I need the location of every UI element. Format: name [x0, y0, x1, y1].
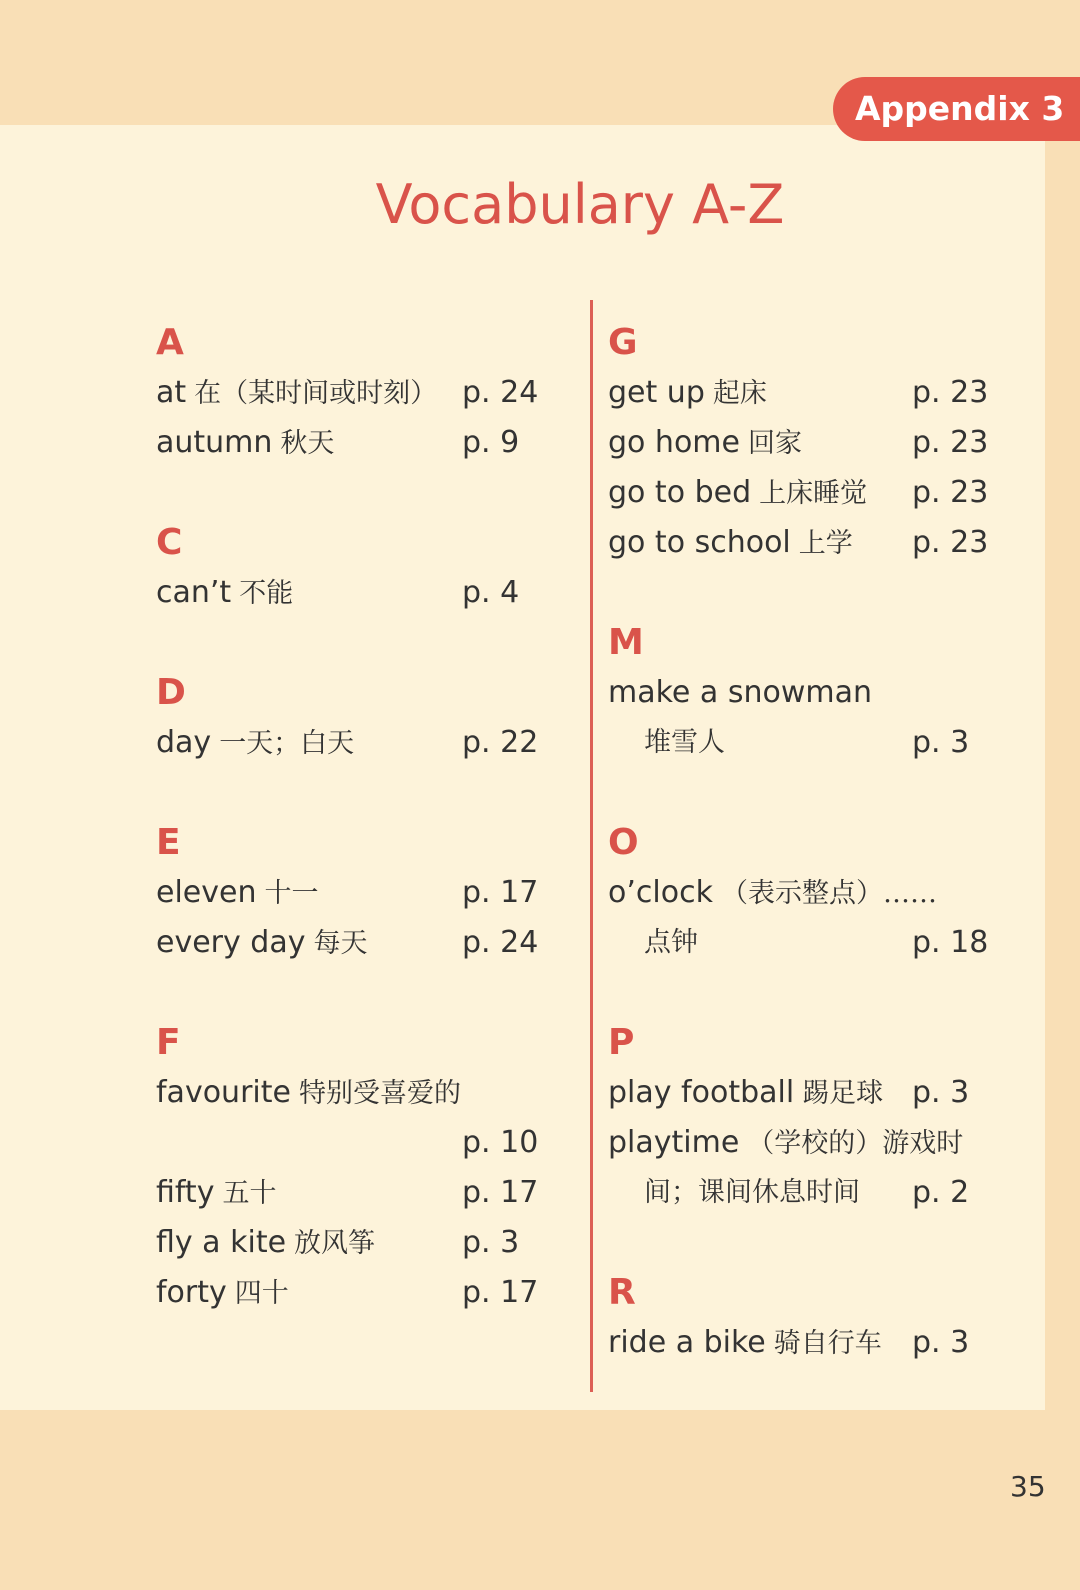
entry-translation: 四十 — [234, 1278, 289, 1309]
entry-translation: 堆雪人 — [644, 727, 725, 758]
entry-word: at 在（某时间或时刻） — [156, 375, 438, 410]
vocab-entry — [156, 568, 576, 618]
entry-page: p. 3 — [912, 1325, 970, 1360]
entry-word: fly a kite 放风筝 — [156, 1225, 376, 1260]
entry-word: play football 踢足球 — [608, 1075, 884, 1110]
entry-page: p. 4 — [462, 575, 520, 610]
entry-translation: 放风筝 — [294, 1228, 376, 1259]
entry-translation: 骑自行车 — [773, 1328, 882, 1359]
entry-word: forty 四十 — [156, 1275, 289, 1310]
entry-page: p. 18 — [912, 925, 989, 960]
entry-translation: 五十 — [222, 1178, 277, 1209]
entry-word: favourite 特别受喜爱的 — [156, 1075, 461, 1110]
entry-page: p. 17 — [462, 1175, 539, 1210]
entry-translation: 每天 — [313, 928, 368, 959]
column-divider — [590, 300, 593, 1392]
entry-word: ride a bike 骑自行车 — [608, 1325, 882, 1360]
letter-heading-f: F — [156, 1022, 181, 1063]
vocab-entry — [608, 368, 1008, 418]
entry-page: p. 17 — [462, 875, 539, 910]
vocab-entry-continued — [156, 1118, 576, 1168]
entry-translation: 回家 — [747, 428, 802, 459]
entry-translation: 特别受喜爱的 — [298, 1078, 461, 1109]
entry-word: make a snowman — [608, 675, 872, 710]
vocab-entry — [156, 1218, 576, 1268]
entry-word: eleven 十一 — [156, 875, 319, 910]
letter-heading-d: D — [156, 672, 186, 713]
entry-word: go to school 上学 — [608, 525, 853, 560]
page-title: Vocabulary A-Z — [375, 173, 785, 236]
entry-translation: 在（某时间或时刻） — [194, 378, 438, 409]
entry-page: p. 9 — [462, 425, 520, 460]
entry-page: p. 17 — [462, 1275, 539, 1310]
entry-page: p. 22 — [462, 725, 539, 760]
vocab-entry — [156, 868, 576, 918]
entry-translation: 不能 — [239, 578, 294, 609]
vocab-entry — [608, 1318, 1008, 1368]
letter-heading-a: A — [156, 322, 184, 363]
vocab-entry — [156, 368, 576, 418]
vocab-entry-continued — [608, 1168, 1008, 1218]
letter-heading-g: G — [608, 322, 638, 363]
vocab-entry-continued — [608, 918, 1008, 968]
vocab-entry — [608, 418, 1008, 468]
entry-translation: （学校的）游戏时 — [747, 1128, 964, 1159]
entry-word: o’clock （表示整点）…… — [608, 875, 937, 910]
entry-page: p. 24 — [462, 925, 539, 960]
vocab-entry — [608, 1068, 1008, 1118]
entry-page: p. 23 — [912, 425, 989, 460]
entry-translation: 十一 — [264, 878, 319, 909]
entry-word: fifty 五十 — [156, 1175, 277, 1210]
entry-word: day 一天；白天 — [156, 725, 355, 760]
entry-page: p. 3 — [912, 725, 970, 760]
entry-translation: 一天；白天 — [219, 728, 355, 759]
letter-heading-e: E — [156, 822, 181, 863]
entry-translation: （表示整点）…… — [720, 878, 937, 909]
vocab-entry — [156, 418, 576, 468]
letter-heading-c: C — [156, 522, 183, 563]
entry-page: p. 10 — [462, 1125, 539, 1160]
entry-translation: 踢足球 — [802, 1078, 884, 1109]
entry-word: every day 每天 — [156, 925, 368, 960]
vocab-entry — [156, 918, 576, 968]
entry-translation: 间；课间休息时间 — [644, 1177, 860, 1208]
appendix-tab: Appendix 3 — [833, 77, 1080, 141]
letter-heading-r: R — [608, 1272, 636, 1313]
vocab-entry — [156, 718, 576, 768]
letter-heading-o: O — [608, 822, 639, 863]
entry-translation: 点钟 — [644, 927, 698, 958]
entry-translation: 秋天 — [280, 428, 335, 459]
letter-heading-m: M — [608, 622, 644, 663]
vocab-entry — [608, 468, 1008, 518]
vocab-entry — [608, 668, 1008, 718]
letter-heading-p: P — [608, 1022, 635, 1063]
entry-translation: 上床睡觉 — [759, 478, 868, 509]
vocab-column-right — [608, 318, 1008, 1368]
entry-page: p. 23 — [912, 375, 989, 410]
vocab-entry-continued — [608, 718, 1008, 768]
entry-translation: 上学 — [798, 528, 853, 559]
entry-page: p. 3 — [462, 1225, 520, 1260]
vocab-entry — [156, 1168, 576, 1218]
entry-page: p. 24 — [462, 375, 539, 410]
entry-page: p. 23 — [912, 525, 989, 560]
vocab-entry — [608, 518, 1008, 568]
entry-word: go to bed 上床睡觉 — [608, 475, 868, 510]
entry-page: p. 3 — [912, 1075, 970, 1110]
vocab-entry — [156, 1068, 576, 1118]
entry-word: autumn 秋天 — [156, 425, 335, 460]
vocab-entry — [608, 1118, 1008, 1168]
page-number: 35 — [1010, 1470, 1046, 1503]
entry-word: go home 回家 — [608, 425, 802, 460]
vocab-entry — [156, 1268, 576, 1318]
entry-word: get up 起床 — [608, 375, 767, 410]
entry-page: p. 23 — [912, 475, 989, 510]
vocab-column-left — [156, 318, 576, 1318]
entry-word: playtime （学校的）游戏时 — [608, 1125, 964, 1160]
vocab-entry — [608, 868, 1008, 918]
entry-translation: 起床 — [712, 378, 767, 409]
entry-word: can’t 不能 — [156, 575, 294, 610]
entry-page: p. 2 — [912, 1175, 970, 1210]
